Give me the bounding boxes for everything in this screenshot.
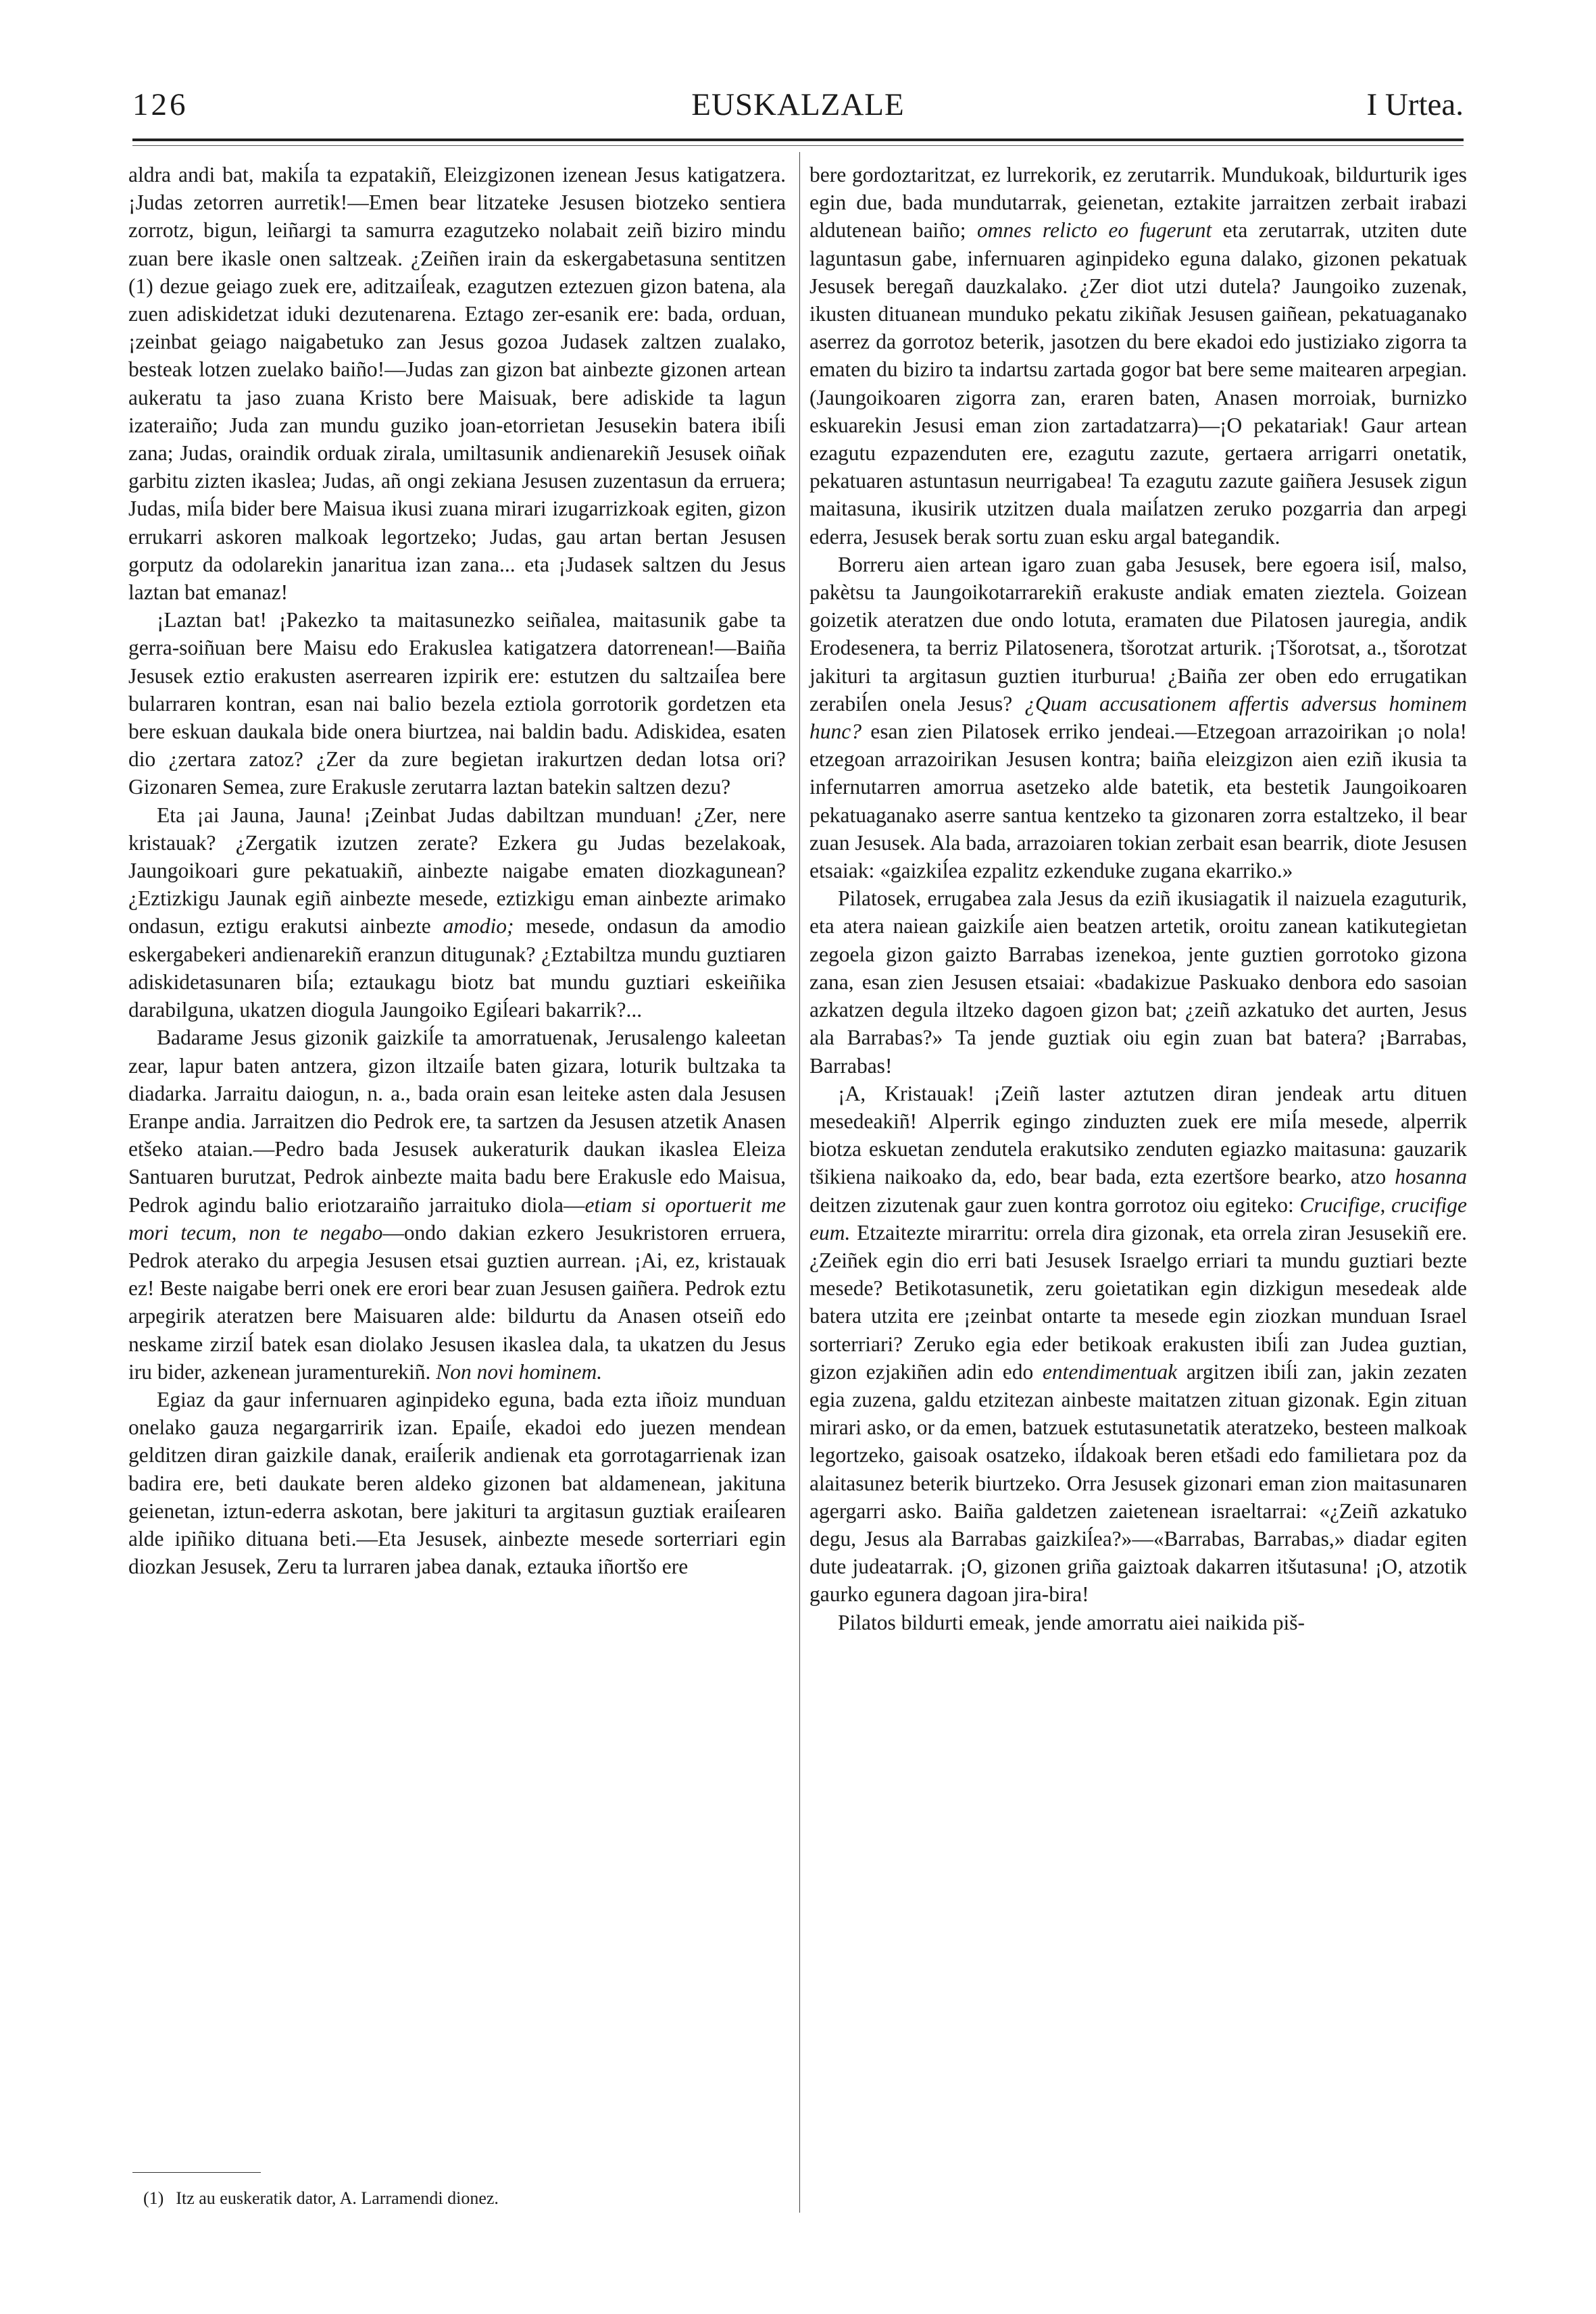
- footnote-mark: (1): [143, 2188, 164, 2208]
- italic-text: omnes relicto eo fugerunt: [976, 218, 1212, 243]
- paragraph: Borreru aien artean igaro zuan gaba Jesusek, bere egoera isiĺ, malso, pakètsu ta Jaungoikotarrarekiñ erakuste andiak ematen zieztela. Goizean goizetik ateratzen due ondo lotuta, eramaten due Pilatosen jauregia, andik Erodesenera, ta berriz Pilatosenera, tšorotzat arturik. ¡Tšorotsat, a., tšorotzat jakituri ta argitasun guztien iturburua! ¿Baiña zer oben edo errugatikan zerabiĺen onela Jesus? ¿Quam accusationem affertis adversus hominem hunc? esan zien Pilatosek erriko jendeai.—Etzegoan arrazoirikan ¡o nola! etzegoan arrazoirikan Jesusen kontra; baiña eleizgizon aien eziñ ikusia ta infernutarren amorrua asetzeko alde batetik, eta bestetik Jaungoikoaren pekatuaganako aserre santua kentzeko ta gizonaren zorra estaltzeko, il bear zuan Jesusek. Ala bada, arrazoiaren tokian zerbait esan bearrik, diote Jesusen etsaiak: «gaizkiĺea ezpalitz ezkenduke zugana ekarriko.»: [809, 552, 1467, 883]
- paragraph: bere gordoztaritzat, ez lurrekorik, ez zerutarrik. Mundukoak, bildurturik iges egin due, bada mundutarrak, geienetan, eztakite jarraitzen zerbait irabazi aldutenean baiño; omnes relicto eo fugerunt eta zerutarrak, utziten dute laguntasun gabe, infernuaren aginpideko eguna dalako, gizonen pekatuak Jesusek beregañ dauzkalako. ¿Zer diot utzi dutela? Jaungoiko zuzenak, ikusten dituanean munduko pekatu zikiñak Jesusen gaiñean, pekatuaganako aserrez da gorrotoz beterik, jasotzen du bere ekadoi edo justiziako zigorra ta ematen du biziro ta indartsu zartada gogor bat bere seme maitearen arpegian. (Jaungoikoaren zigorra zan, eraren baten, Anasen morroiak, burnizko eskuarekin Jesusi eman zion zartadatzarra)—¡O pekatariak! Gaur artean ezagutu ezpazenduten ere, ezagutu zazute, gertaera arrigarri onetatik, pekatuaren astuntasun neurrigabea! Ta ezagutu zazute gaiñera Jesusek zigun maitasuna, ikusirik utzitzen duala maiĺatzen zeruko pozgarria dan arpegi ederra, Jesusek berak sortu zuan esku argal bategandik.: [809, 163, 1468, 549]
- journal-title: EUSKALZALE: [691, 87, 905, 122]
- page-header: [132, 86, 1464, 134]
- footnote-text: Itz au euskeratik dator, A. Larramendi dionez.: [176, 2188, 499, 2208]
- italic-text: entendimentuak: [1042, 1359, 1178, 1384]
- italic-text: amodio;: [443, 914, 514, 938]
- italic-text: ¿Quam accusationem affertis adversus hominem hunc?: [809, 691, 1467, 744]
- footnote: [143, 2188, 751, 2209]
- column-divider: [799, 152, 800, 2213]
- header-rule-thin: [132, 145, 1464, 146]
- left-column: [128, 161, 786, 1580]
- italic-text: etiam si oportuerit me mori tecum, non te negabo: [128, 1192, 786, 1244]
- right-column: [809, 161, 1467, 1636]
- paragraph: Pilatos bildurti emeak, jende amorratu aiei naikida piš-: [838, 1610, 1305, 1634]
- italic-text: hosanna: [1395, 1165, 1468, 1189]
- italic-text: Crucifige, crucifige eum.: [809, 1192, 1468, 1244]
- paragraph: Eta ¡ai Jauna, Jauna! ¡Zeinbat Judas dabiltzan munduan! ¿Zer, nere kristauak? ¿Zergatik izutzen zerate? Ezkera gu Judas bezelakoak, Jaungoikoari gure pekatuakiñ, ainbezte naigabe ematen diozkagunean? ¿Eztizkigu Jaunak egiñ ainbezte mesede, eztizkigu eman ainbezte arimako ondasun, eztigu erakutsi ainbezte amodio; mesede, ondasun da amodio eskergabekeri andienarekiñ eranzun ditugunak? ¿Eztabiltza mundu guztiaren adiskidetasunaren biĺa; eztaukagu biotz bat mundu guztiari eskeiñika darabilguna, ukatzen diogula Jaungoiko Egiĺeari bakarrik?...: [128, 803, 786, 1022]
- header-rule-thick: [132, 139, 1464, 141]
- paragraph: ¡Laztan bat! ¡Pakezko ta maitasunezko seiñalea, maitasunik gabe ta gerra-soiñuan bere Maisu edo Erakuslea katigatzera datorrenean!—Baiña Jesusek eztio erakusten aserrearen izpirik ere: estutzen du saltzaiĺea bere bularraren kontran, esan nai balio bezela eztiola gorrotorik gordetzen eta bere eskuan daukala bide onera biurtzea, nai baldin badu. Adiskidea, esaten dio ¿zertara zatoz? ¿Zer da zure begietan irakurtzen dedan lotsa ori? Gizonaren Semea, zure Erakusle zerutarra laztan batekin saltzen dezu?: [128, 608, 786, 799]
- paragraph: aldra andi bat, makiĺa ta ezpatakiñ, Eleizgizonen izenean Jesus katigatzera. ¡Judas zetorren aurretik!—Emen bear litzateke Jesusen biotzeko sentiera zorrotz, bigun, leiñargi ta samurra ezagutzeko nolabait zeiñ biziro mindu zuan bere ikasle onen saltzeak. ¿Zeiñen irain da eskergabetasuna sentitzen (1) dezue geiago zuek ere, aditzaiĺeak, ezagutzen eztezuen gizon batena, ala zuen adiskidetzat iduki dezutenarena. Eztago zer-esanik ere: bada, orduan, ¡zeinbat geiago naigabetuko zan Jesus gozoa Judasek zaltzen zualako, besteak lotzen zuelako baiño!—Judas zan gizon bat ainbezte gizonen artean aukeratu ta jaso zuana Kristo bere Maisuak, bere adiskide ta lagun izateraiño; Juda zan mundu guziko joan-etorrietan Jesusekin batera ibiĺi zana; Judas, oraindik orduak zirala, umiltasunik andienarekiñ Jesusek oiñak garbitu zizten ikaslea; Judas, añ ongi zekiana Jesusen zuzentasun da erruera; Judas, miĺa bider bere Maisua ikusi zuana mirari izugarrizkoak egiten, gizon errukarri askoren malkoak legortzeko; Judas, gau artan bertan Jesusen gorputz da odolarekin janaritua izan zana... eta ¡Judasek saltzen du Jesus laztan bat emanaz!: [128, 163, 786, 605]
- footnote-rule: [132, 2172, 261, 2173]
- paragraph: Pilatosek, errugabea zala Jesus da eziñ ikusiagatik il naizuela ezaguturik, eta atera naiean gaizkiĺe aien beatzen artetik, oroitu zanean katikutegietan zegoela gizon gaizto Barrabas izenekoa, jente guztien gorrotoko gizona zana, esan zien Jesusen etsaiai: «badakizue Paskuako denbora edo sasoian azkatzen degula iltzeko dagoen gizon bat; ¿zeiñ azkatuko det aurten, Jesus ala Barrabas?» Ta jende guztiak oiu egin zuan bat batera? ¡Barrabas, Barrabas!: [809, 886, 1467, 1078]
- paragraph: ¡A, Kristauak! ¡Zeiñ laster aztutzen diran jendeak artu dituen mesedeakiñ! Alperrik egingo zinduzten zuek ere miĺa mesede, alperrik biotza eskuetan zendutela erakutsiko zenduten egiazko maitasuna: gauzarik tšikiena naikoako da, edo, bear bada, ezta ezertšore bearko, atzo hosanna deitzen zizutenak gaur zuen kontra gorrotoz oiu egiteko: Crucifige, crucifige eum. Etzaitezte mirarritu: orrela dira gizonak, eta orrela ziran Jesusekiñ ere. ¿Zeiñek egin dio erri bati Jesusek Israelgo erriari ta mundu guztiari bezte mesede? Betikotasunetik, zeru goietatikan egin dizkigun mesedeak alde batera utzita ere ¡zeinbat ontarte ta mesede egin ziozkan munduan Israel sorterriari? Zeruko egia eder betikoak erakusten ibiĺi zan Judea guztian, gizon ezjakiñen adin edo entendimentuak argitzen ibiĺi zan, jakin zezaten egia zuzena, galdu etzitezan ainbeste maitatzen zituan gizonak. Egin zituan mirari asko, or da emen, batzuek estutasunetatik ateratzeko, besteen malkoak legortzeko, gaisoak osatzeko, iĺdakoak beren etšadi edo familietara poz da alaitasunez beterik biurtzeko. Orra Jesusek gizonari eman zion maitasunaren agergarri asko. Baiña galdetzen zaietenean israeltarrai: «¿Zeiñ azkatuko degu, Jesus ala Barrabas gaizkiĺea?»—«Barrabas, Barrabas,» diadar egiten dute judeatarrak. ¡O, gizonen griña gaiztoak dakarren itšutasuna! ¡O, atzotik gaurko egunera dagoan jira-bira!: [809, 1081, 1468, 1607]
- paragraph: Egiaz da gaur infernuaren aginpideko eguna, bada ezta iñoiz munduan onelako gauza negargarririk izan. Epaiĺe, ekadoi edo juezen mendean gelditzen diran gaizkile danak, eraiĺerik andienak eta gorrotagarrienak izan badira ere, beti daukate beren aldeko gizonen bat aldamenean, jakituna geienetan, iztun-ederra askotan, bere jakituri ta argitasun guztiak eraiĺearen alde ipiñiko dituana beti.—Eta Jesusek, ainbezte mesede sorterriari egin diozkan Jesusek, Zeru ta lurraren jabea danak, eztauka iñortšo ere: [128, 1387, 786, 1579]
- paragraph: Badarame Jesus gizonik gaizkiĺe ta amorratuenak, Jerusalengo kaleetan zear, lapur baten antzera, gizon iltzaiĺe baten gizara, loturik bultzaka ta diadarka. Jarraitu daiogun, n. a., bada orain esan leiteke asten dala Jesusen Eranpe andia. Jarraitzen dio Pedrok ere, ta sartzen da Jesusen atzetik Anasen etšeko ataian.—Pedro bada Jesusek aukeraturik daukan ikaslea Eleiza Santuaren burutzat, Pedrok ainbezte maita badu bere Erakusle edo Maisua, Pedrok agindu balio eriotzaraiño jarraituko diola—etiam si oportuerit me mori tecum, non te negabo—ondo dakian ezkero Jesukristoren erruera, Pedrok aterako du arpegia Jesusen etsai guztien aurrean. ¡Ai, ez, kristauak ez! Beste naigabe berri onek ere erori bear zuan Jesusen gaiñera. Pedrok eztu arpegirik ateratzen bere Maisuaren alde: bildurtu da Anasen otseiñ edo neskame zirziĺ batek esan diolako Jesusen ikaslea dala, ta ukatzen du Jesus iru bider, azkenean juramenturekiñ. Non novi hominem.: [128, 1026, 786, 1384]
- page-number: 126: [132, 87, 189, 122]
- italic-text: Non novi hominem.: [436, 1359, 603, 1384]
- volume-label: I Urtea.: [1366, 87, 1464, 122]
